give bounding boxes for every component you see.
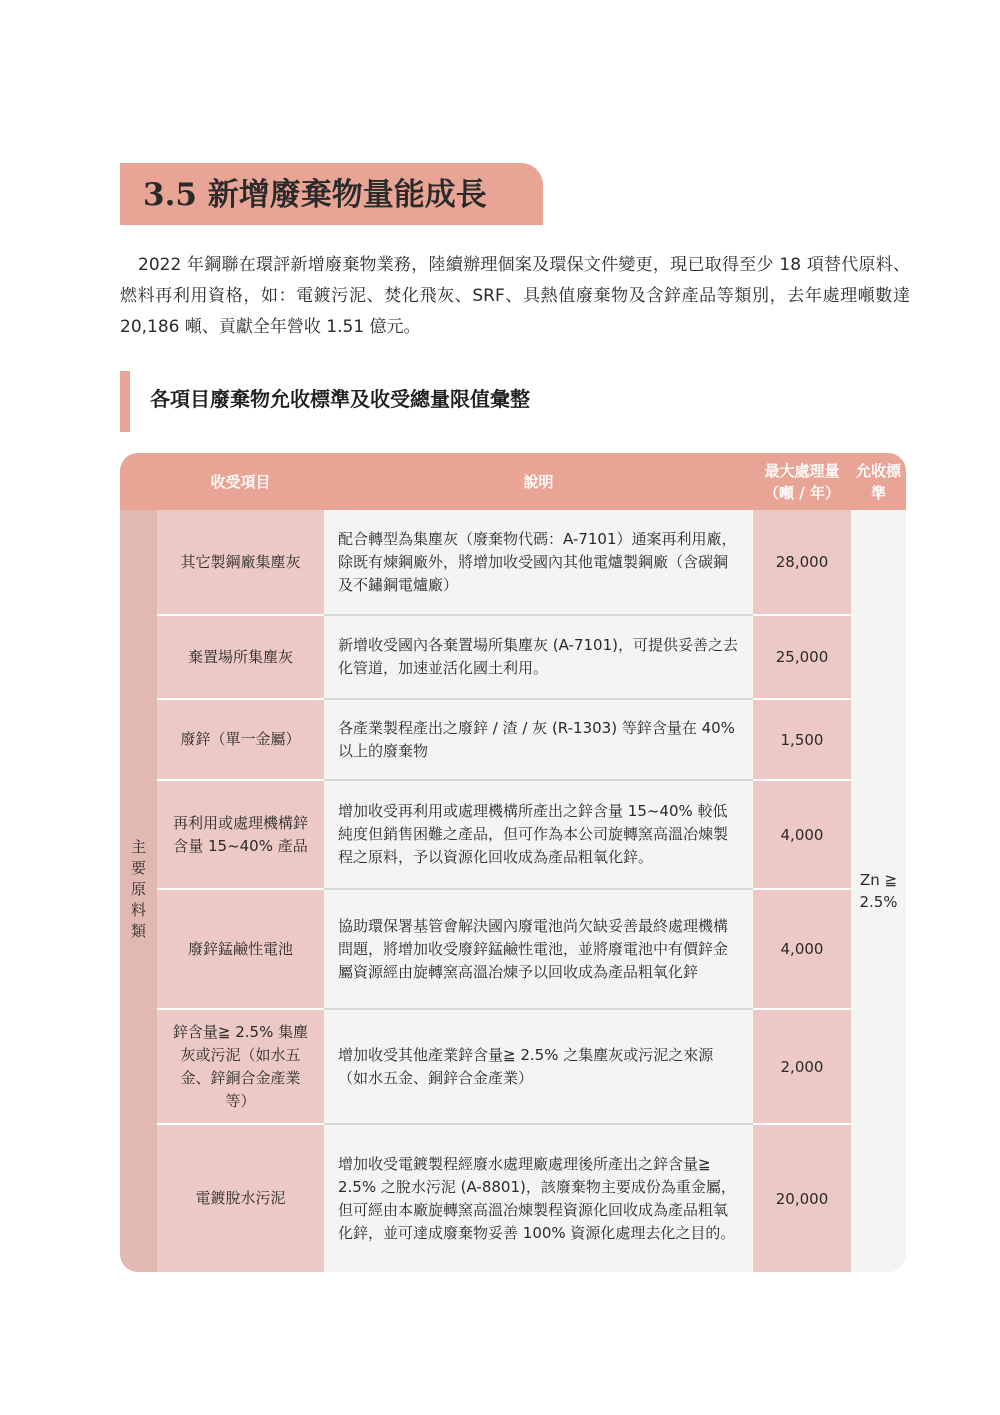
row-max: 20,000	[753, 1125, 851, 1272]
row-item: 廢鋅錳鹼性電池	[157, 890, 324, 1008]
table-row	[157, 510, 851, 614]
header-max: 最大處理量（噸 / 年）	[764, 461, 840, 502]
row-item: 電鍍脫水污泥	[157, 1125, 324, 1272]
subsection-accent-bar	[120, 371, 130, 432]
table-row	[157, 700, 851, 779]
table-row	[157, 781, 851, 888]
subsection-title: 各項目廢棄物允收標準及收受總量限值彙整	[150, 387, 530, 411]
table-row	[157, 1010, 851, 1123]
row-desc: 各產業製程產出之廢鋅 / 渣 / 灰 (R-1303) 等鋅含量在 40% 以上的廢棄物	[324, 700, 753, 779]
section-title: 3.5 新增廢棄物量能成長	[143, 177, 487, 213]
row-desc: 新增收受國內各棄置場所集塵灰 (A-7101)，可提供妥善之去化管道，加速並活化國土利用。	[324, 616, 753, 698]
row-max: 28,000	[753, 510, 851, 614]
category-column	[120, 510, 157, 1272]
standard-value: Zn ≧ 2.5%	[859, 871, 898, 911]
table-row	[157, 1125, 851, 1272]
row-desc: 配合轉型為集塵灰（廢棄物代碼：A-7101）通案再利用廠，除既有煉鋼廠外，將增加收受國內其他電爐製鋼廠（含碳鋼及不鏽鋼電爐廠）	[324, 510, 753, 614]
row-item: 棄置場所集塵灰	[157, 616, 324, 698]
category-label: 主要原料類	[129, 838, 147, 944]
header-std: 允收標準	[855, 461, 901, 502]
row-max: 4,000	[753, 781, 851, 888]
row-item: 再利用或處理機構鋅含量 15~40% 產品	[157, 781, 324, 888]
waste-acceptance-table	[120, 453, 906, 1272]
header-desc: 說明	[523, 472, 554, 491]
row-desc: 增加收受電鍍製程經廢水處理廠處理後所產出之鋅含量≧ 2.5% 之脫水污泥 (A-8801)，該廢棄物主要成份為重金屬，但可經由本廠旋轉窯高溫冶煉製程資源化回收成為產品粗氧化鋅，並可達成廢棄物妥善 100% 資源化處理去化之目的。	[324, 1125, 753, 1272]
intro-paragraph: 2022 年鋼聯在環評新增廢棄物業務，陸續辦理個案及環保文件變更，現已取得至少 18 項替代原料、燃料再利用資格，如：電鍍污泥、焚化飛灰、SRF、具熱值廢棄物及含鋅產品等類別，去年處理噸數達 20,186 噸、貢獻全年營收 1.51 億元。	[120, 255, 910, 337]
row-desc: 增加收受再利用或處理機構所產出之鋅含量 15~40% 較低純度但銷售困難之產品，但可作為本公司旋轉窯高溫冶煉製程之原料，予以資源化回收成為產品粗氧化鋅。	[324, 781, 753, 888]
row-item: 鋅含量≧ 2.5% 集塵灰或污泥（如水五金、鋅銅合金產業等）	[157, 1010, 324, 1123]
standard-column	[851, 510, 906, 1272]
table-row	[157, 890, 851, 1008]
row-max: 4,000	[753, 890, 851, 1008]
row-desc: 協助環保署基管會解決國內廢電池尚欠缺妥善最終處理機構問題，將增加收受廢鋅錳鹼性電池，並將廢電池中有價鋅金屬資源經由旋轉窯高溫冶煉予以回收成為產品粗氧化鋅	[324, 890, 753, 1008]
table-header	[120, 453, 906, 510]
row-max: 1,500	[753, 700, 851, 779]
row-item: 其它製鋼廠集塵灰	[157, 510, 324, 614]
row-max: 2,000	[753, 1010, 851, 1123]
header-item: 收受項目	[210, 472, 271, 491]
table-row	[157, 616, 851, 698]
row-max: 25,000	[753, 616, 851, 698]
row-item: 廢鋅（單一金屬）	[157, 700, 324, 779]
row-desc: 增加收受其他產業鋅含量≧ 2.5% 之集塵灰或污泥之來源（如水五金、銅鋅合金產業）	[324, 1010, 753, 1123]
